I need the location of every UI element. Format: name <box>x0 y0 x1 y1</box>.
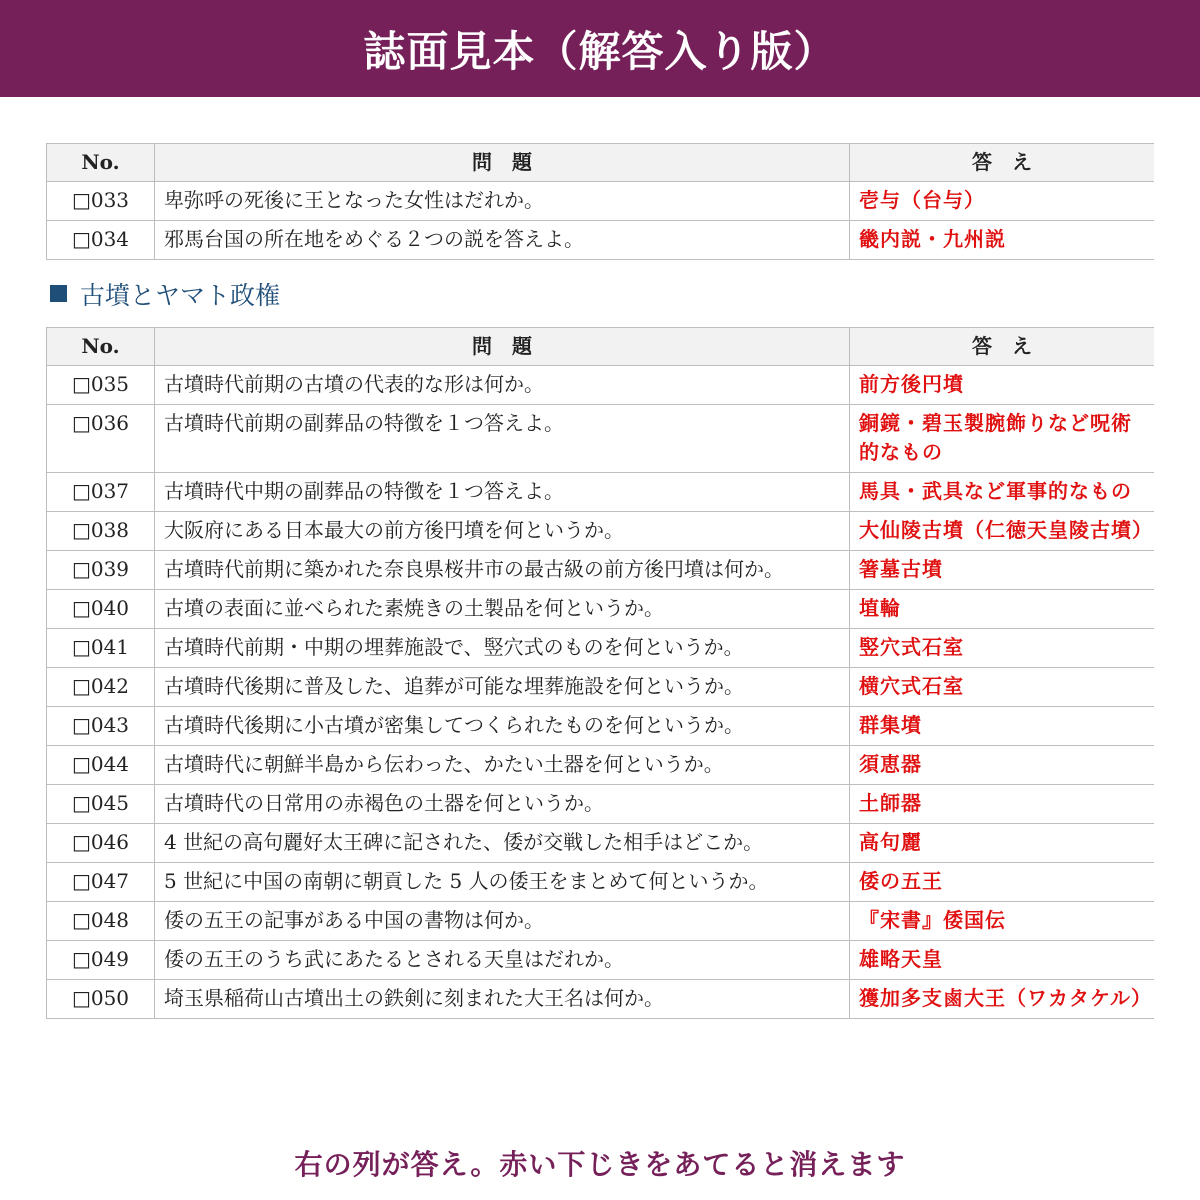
answer-text: 埴輪 <box>850 590 1155 629</box>
question-text: 邪馬台国の所在地をめぐる２つの説を答えよ。 <box>155 221 850 260</box>
answer-text: 壱与（台与） <box>850 182 1155 221</box>
question-text: 古墳の表面に並べられた素焼きの土製品を何というか。 <box>155 590 850 629</box>
question-number: □050 <box>47 980 155 1019</box>
column-header-no: No. <box>47 144 155 182</box>
table-row <box>47 941 1155 980</box>
question-text: 倭の五王の記事がある中国の書物は何か。 <box>155 902 850 941</box>
answer-text: 竪穴式石室 <box>850 629 1155 668</box>
answer-text: 銅鏡・碧玉製腕飾りなど呪術的なもの <box>850 405 1155 473</box>
question-number: □043 <box>47 707 155 746</box>
table-row <box>47 473 1155 512</box>
question-text: 古墳時代後期に普及した、追葬が可能な埋葬施設を何というか。 <box>155 668 850 707</box>
answer-text: 群集墳 <box>850 707 1155 746</box>
question-text: 古墳時代後期に小古墳が密集してつくられたものを何というか。 <box>155 707 850 746</box>
table-row <box>47 590 1155 629</box>
column-header-answer: 答 え <box>850 144 1155 182</box>
question-number: □038 <box>47 512 155 551</box>
question-text: 古墳時代前期の副葬品の特徴を１つ答えよ。 <box>155 405 850 473</box>
answer-text: 倭の五王 <box>850 863 1155 902</box>
question-text: 古墳時代の日常用の赤褐色の土器を何というか。 <box>155 785 850 824</box>
table-row <box>47 366 1155 405</box>
answer-text: 大仙陵古墳（仁徳天皇陵古墳） <box>850 512 1155 551</box>
question-number: □040 <box>47 590 155 629</box>
answer-text: 横穴式石室 <box>850 668 1155 707</box>
question-number: □034 <box>47 221 155 260</box>
question-number: □045 <box>47 785 155 824</box>
answer-text: 箸墓古墳 <box>850 551 1155 590</box>
question-text: 大阪府にある日本最大の前方後円墳を何というか。 <box>155 512 850 551</box>
question-number: □049 <box>47 941 155 980</box>
question-number: □033 <box>47 182 155 221</box>
question-number: □046 <box>47 824 155 863</box>
table-row <box>47 629 1155 668</box>
question-text: 5 世紀に中国の南朝に朝貢した 5 人の倭王をまとめて何というか。 <box>155 863 850 902</box>
table-row <box>47 668 1155 707</box>
question-number: □047 <box>47 863 155 902</box>
column-header-question: 問 題 <box>155 144 850 182</box>
question-number: □042 <box>47 668 155 707</box>
question-text: 4 世紀の高句麗好太王碑に記された、倭が交戦した相手はどこか。 <box>155 824 850 863</box>
answer-text: 雄略天皇 <box>850 941 1155 980</box>
table-row <box>47 785 1155 824</box>
answer-text: 畿内説・九州説 <box>850 221 1155 260</box>
answer-text: 高句麗 <box>850 824 1155 863</box>
question-number: □037 <box>47 473 155 512</box>
table-header-row <box>47 328 1155 366</box>
section-heading-text: 古墳とヤマト政権 <box>80 280 281 310</box>
table-row <box>47 182 1155 221</box>
table-row <box>47 707 1155 746</box>
table-row <box>47 863 1155 902</box>
question-text: 古墳時代前期・中期の埋葬施設で、竪穴式のものを何というか。 <box>155 629 850 668</box>
question-number: □048 <box>47 902 155 941</box>
answer-text: 須恵器 <box>850 746 1155 785</box>
table-row <box>47 980 1155 1019</box>
answer-text: 土師器 <box>850 785 1155 824</box>
table-row <box>47 902 1155 941</box>
qa-table-2 <box>46 327 1154 1019</box>
answer-text: 『宋書』倭国伝 <box>850 902 1155 941</box>
answer-text: 前方後円墳 <box>850 366 1155 405</box>
question-number: □041 <box>47 629 155 668</box>
section-heading <box>46 260 1154 327</box>
table-row <box>47 512 1155 551</box>
question-text: 古墳時代前期の古墳の代表的な形は何か。 <box>155 366 850 405</box>
question-text: 古墳時代前期に築かれた奈良県桜井市の最古級の前方後円墳は何か。 <box>155 551 850 590</box>
table-row <box>47 551 1155 590</box>
question-number: □035 <box>47 366 155 405</box>
question-text: 卑弥呼の死後に王となった女性はだれか。 <box>155 182 850 221</box>
title-banner <box>0 0 1200 97</box>
footer-note <box>0 1125 1200 1200</box>
question-text: 埼玉県稲荷山古墳出土の鉄剣に刻まれた大王名は何か。 <box>155 980 850 1019</box>
table-row <box>47 221 1155 260</box>
question-number: □044 <box>47 746 155 785</box>
question-number: □039 <box>47 551 155 590</box>
table-body <box>47 366 1155 1019</box>
question-number: □036 <box>47 405 155 473</box>
question-text: 古墳時代に朝鮮半島から伝わった、かたい土器を何というか。 <box>155 746 850 785</box>
table-body <box>47 182 1155 260</box>
qa-table-1 <box>46 143 1154 260</box>
content-area <box>46 143 1154 1125</box>
answer-text: 獲加多支鹵大王（ワカタケル） <box>850 980 1155 1019</box>
square-bullet-icon <box>50 285 67 302</box>
column-header-question: 問 題 <box>155 328 850 366</box>
question-text: 倭の五王のうち武にあたるとされる天皇はだれか。 <box>155 941 850 980</box>
answer-text: 馬具・武具など軍事的なもの <box>850 473 1155 512</box>
table-row <box>47 824 1155 863</box>
table-row <box>47 405 1155 473</box>
question-text: 古墳時代中期の副葬品の特徴を１つ答えよ。 <box>155 473 850 512</box>
footer-text: 右の列が答え。赤い下じきをあてると消えます <box>294 1147 906 1181</box>
column-header-answer: 答 え <box>850 328 1155 366</box>
table-row <box>47 746 1155 785</box>
page-title: 誌面見本（解答入り版） <box>363 26 837 76</box>
table-header-row <box>47 144 1155 182</box>
column-header-no: No. <box>47 328 155 366</box>
